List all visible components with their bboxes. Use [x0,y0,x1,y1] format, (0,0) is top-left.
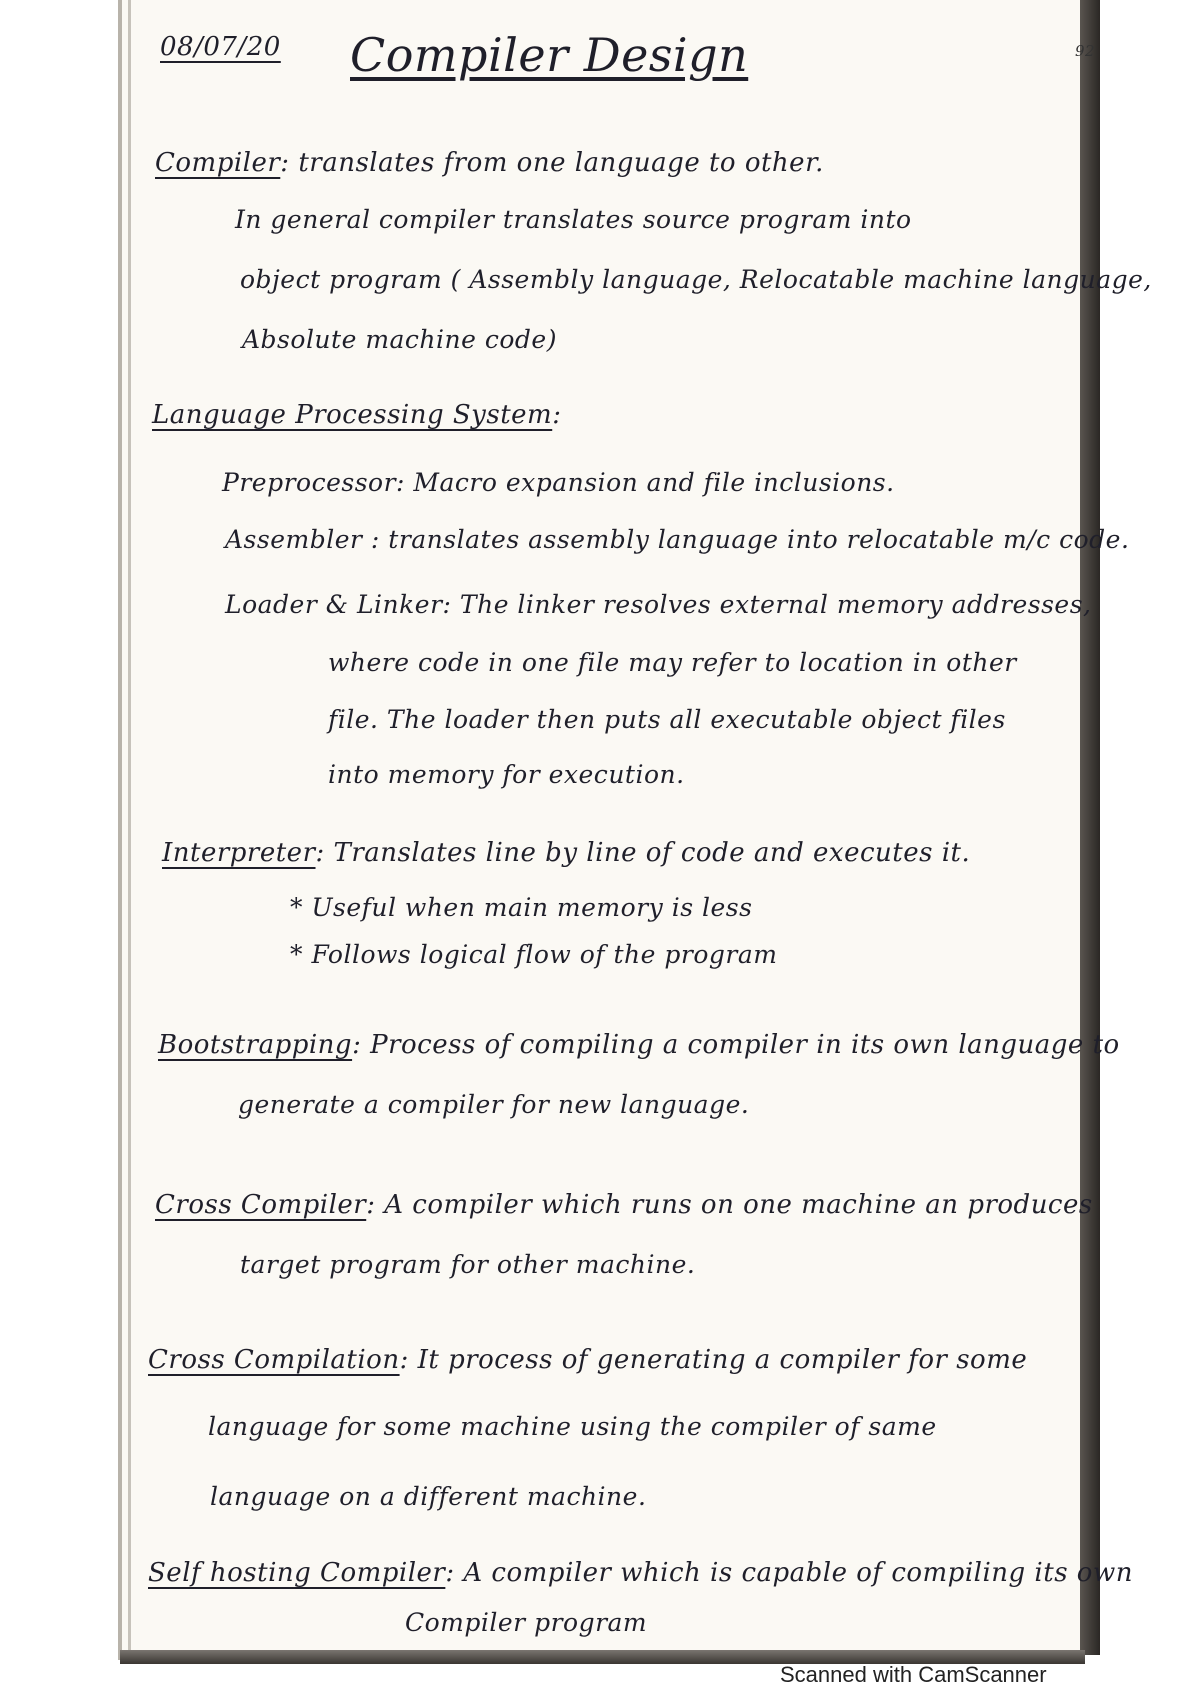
body-line: generate a compiler for new language. [238,1090,750,1119]
body-line: Loader & Linker: The linker resolves external memory addresses, [225,590,1092,619]
body-line: language for some machine using the compiler of same [208,1412,937,1441]
section-definition: : A compiler which runs on one machine an produces [366,1190,1093,1220]
cross-compiler-section [155,1190,1093,1220]
interpreter-section [162,838,970,868]
section-term: Self hosting Compiler [148,1558,446,1588]
page-left-edge [118,0,122,1660]
section-term: Interpreter [162,838,316,868]
body-line: target program for other machine. [240,1250,696,1279]
page-title: Compiler Design [350,28,749,82]
bullet-line: * Useful when main memory is less [290,893,753,922]
lps-section [152,400,561,430]
section-term: Cross Compiler [155,1190,367,1220]
body-line: In general compiler translates source program into [235,205,912,234]
body-line: Absolute machine code) [242,325,557,354]
notebook-page [120,0,1085,1660]
margin-line [128,0,131,1660]
section-definition: : Translates line by line of code and executes it. [315,838,971,868]
body-line: Assembler : translates assembly language into relocatable m/c code. [225,525,1130,554]
body-line: Preprocessor: Macro expansion and file inclusions. [222,468,895,497]
body-line: object program ( Assembly language, Relocatable machine language, [240,265,1152,294]
section-definition: : It process of generating a compiler for some [399,1345,1028,1375]
page-number: 92 [1075,42,1096,60]
self-hosting-section [148,1558,1133,1588]
note-date: 08/07/20 [160,32,281,62]
section-term: Bootstrapping [158,1030,353,1060]
section-term: Compiler [155,148,281,178]
section-definition: : A compiler which is capable of compiling its own [445,1558,1133,1588]
body-line: into memory for execution. [328,760,685,789]
bootstrapping-section [158,1030,1120,1060]
section-definition: : Process of compiling a compiler in its own language to [352,1030,1120,1060]
bullet-line: * Follows logical flow of the program [290,940,778,969]
section-definition: : translates from one language to other. [280,148,824,178]
body-line: language on a different machine. [210,1482,647,1511]
notebook-binding-edge [1080,0,1100,1655]
section-term: Cross Compilation [148,1345,400,1375]
section-suffix: : [552,400,562,430]
cross-compilation-section [148,1345,1027,1375]
body-line: file. The loader then puts all executable object files [328,705,1006,734]
scanner-watermark: Scanned with CamScanner [780,1662,1047,1687]
compiler-section [155,148,824,178]
section-term: Language Processing System [152,400,553,430]
body-line: where code in one file may refer to location in other [328,648,1017,677]
body-line: Compiler program [405,1608,648,1637]
